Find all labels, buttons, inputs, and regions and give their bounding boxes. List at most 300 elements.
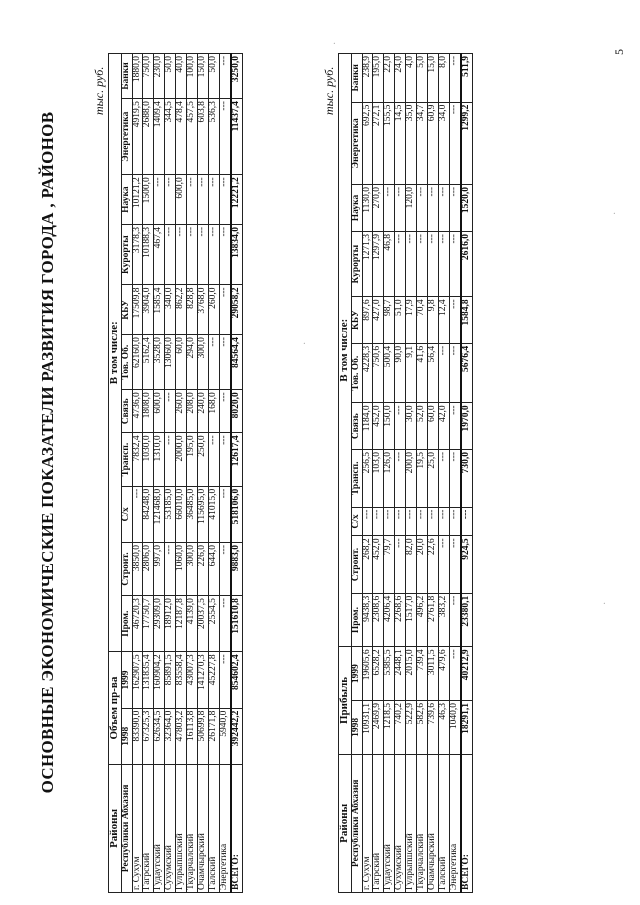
value-cell: 3011,5 <box>428 647 439 701</box>
value-cell: 478,4 <box>176 99 187 175</box>
value-cell: 522,9 <box>406 700 417 754</box>
value-cell: 2469,9 <box>373 700 384 754</box>
value-cell: 120,0 <box>406 184 417 231</box>
total-value-cell: 18291,1 <box>461 700 472 754</box>
value-cell: 8,0 <box>439 54 450 103</box>
value-cell: --- <box>428 184 439 231</box>
value-cell: 4206,4 <box>384 593 395 647</box>
table-row <box>406 54 417 893</box>
value-cell: 121468,0 <box>154 486 165 542</box>
value-cell: 300,0 <box>198 335 209 390</box>
total-value-cell: 854602,4 <box>231 652 242 708</box>
value-cell: --- <box>439 449 450 507</box>
column-header: Тов. Об. <box>351 343 362 403</box>
value-cell: 828,8 <box>187 285 198 335</box>
region-name-cell: Гагрский <box>373 754 384 892</box>
total-value-cell: 730,0 <box>461 449 472 507</box>
column-header: Тов. Об. <box>121 335 132 390</box>
value-cell: 20037,5 <box>198 596 209 652</box>
column-header: Наука <box>351 184 362 231</box>
value-cell: --- <box>450 647 461 701</box>
value-cell: 1409,4 <box>154 99 165 175</box>
total-value-cell: 1299,2 <box>461 102 472 184</box>
value-cell: --- <box>406 507 417 536</box>
value-cell: 35,0 <box>406 102 417 184</box>
value-cell: --- <box>132 486 143 542</box>
value-cell: 18912,0 <box>165 596 176 652</box>
value-cell: 168,0 <box>209 390 220 433</box>
total-label-cell: ВСЕГО: <box>461 754 472 892</box>
value-cell: --- <box>395 536 406 593</box>
value-cell: --- <box>220 390 231 433</box>
value-cell: 5,0 <box>417 54 428 103</box>
table-row <box>439 54 450 893</box>
value-cell: 5162,4 <box>143 335 154 390</box>
value-cell: 300,0 <box>187 542 198 595</box>
value-cell: 1808,0 <box>143 390 154 433</box>
value-cell: 62160,0 <box>132 335 143 390</box>
value-cell: --- <box>450 403 461 450</box>
value-cell: 15,0 <box>428 54 439 103</box>
column-header: Связь <box>351 403 362 450</box>
total-value-cell: 2616,0 <box>461 232 472 297</box>
column-header: Строит. <box>121 542 132 595</box>
value-cell: 29309,0 <box>154 596 165 652</box>
value-cell: 42,0 <box>439 403 450 450</box>
value-cell: 46,3 <box>439 700 450 754</box>
value-cell: 9,8 <box>428 297 439 344</box>
value-cell: --- <box>220 596 231 652</box>
region-name-cell: Очамчырский <box>198 764 209 892</box>
value-cell: --- <box>450 593 461 647</box>
total-value-cell: 518106,0 <box>231 486 242 542</box>
table-body <box>132 54 243 893</box>
value-cell: 50,0 <box>209 54 220 99</box>
value-cell: 56,4 <box>428 343 439 403</box>
value-cell: 496,2 <box>417 593 428 647</box>
value-cell: 452,0 <box>373 536 384 593</box>
column-header: КБУ <box>351 297 362 344</box>
total-value-cell: --- <box>461 507 472 536</box>
value-cell: 1500,0 <box>143 175 154 225</box>
value-cell: 260,0 <box>176 390 187 433</box>
region-name-cell: Гулрыпшский <box>176 764 187 892</box>
scan-speck: · <box>600 601 611 605</box>
value-cell: --- <box>439 343 450 403</box>
production-volume-table <box>108 53 243 893</box>
scan-speck: · <box>330 41 341 45</box>
total-row <box>461 54 472 893</box>
column-header: 1999 <box>121 652 132 708</box>
table-row <box>209 54 220 893</box>
value-cell: 256,5 <box>362 449 373 507</box>
value-cell: --- <box>209 433 220 486</box>
value-cell: --- <box>406 232 417 297</box>
header-regions: Районы <box>339 754 352 892</box>
region-name-cell: Очамчырский <box>428 754 439 892</box>
value-cell: 160904,2 <box>154 652 165 708</box>
scan-speck: · <box>300 341 311 345</box>
value-cell: 208,0 <box>187 390 198 433</box>
value-cell: 200,0 <box>406 449 417 507</box>
value-cell: --- <box>220 54 231 99</box>
region-name-cell: Сухумский <box>165 764 176 892</box>
table-row <box>176 54 187 893</box>
column-header: Строит. <box>351 536 362 593</box>
value-cell: --- <box>165 390 176 433</box>
column-header: КБУ <box>121 285 132 335</box>
value-cell: 457,5 <box>187 99 198 175</box>
value-cell: 53185,0 <box>165 486 176 542</box>
total-value-cell: 8020,0 <box>231 390 242 433</box>
total-value-cell: 84564,4 <box>231 335 242 390</box>
column-header: Трансп. <box>351 449 362 507</box>
total-value-cell: 5676,4 <box>461 343 472 403</box>
value-cell: --- <box>209 335 220 390</box>
value-cell: 5385,5 <box>384 647 395 701</box>
column-header: 1999 <box>351 647 362 701</box>
column-header: С/х <box>121 486 132 542</box>
value-cell: 19,5 <box>417 449 428 507</box>
value-cell: 1585,4 <box>154 285 165 335</box>
value-cell: 150,0 <box>198 54 209 99</box>
value-cell: --- <box>450 102 461 184</box>
value-cell: --- <box>428 507 439 536</box>
total-value-cell: 1584,8 <box>461 297 472 344</box>
value-cell: 13060,0 <box>165 335 176 390</box>
value-cell: 32364,0 <box>165 708 176 764</box>
table-row <box>187 54 198 893</box>
value-cell: 2448,1 <box>395 647 406 701</box>
total-value-cell: 9883,0 <box>231 542 242 595</box>
table-body <box>362 54 473 893</box>
value-cell: 40,0 <box>176 54 187 99</box>
value-cell: --- <box>384 184 395 231</box>
value-cell: --- <box>220 433 231 486</box>
region-name-cell: Гудаутский <box>154 764 165 892</box>
value-cell: 536,3 <box>209 99 220 175</box>
table-row <box>395 54 406 893</box>
header-including: В том числе: <box>109 54 122 652</box>
value-cell: 344,5 <box>165 99 176 175</box>
unit-label-profit: тыс. руб. <box>322 66 336 115</box>
value-cell: 83390,0 <box>132 708 143 764</box>
column-header: Курорты <box>121 224 132 285</box>
value-cell: 14,5 <box>395 102 406 184</box>
value-cell: 25,0 <box>428 449 439 507</box>
value-cell: 17509,8 <box>132 285 143 335</box>
column-header: Энергетика <box>121 99 132 175</box>
value-cell: --- <box>165 224 176 285</box>
value-cell: 1297,9 <box>373 232 384 297</box>
page-title: ОСНОВНЫЕ ЭКОНОМИЧЕСКИЕ ПОКАЗАТЕЛИ РАЗВИТИЯ ГОРОДА , РАЙОНОВ <box>38 111 57 794</box>
value-cell: 84248,0 <box>143 486 154 542</box>
value-cell: 4736,0 <box>132 390 143 433</box>
value-cell: --- <box>439 536 450 593</box>
column-header: Банки <box>121 54 132 99</box>
value-cell: 3850,0 <box>132 542 143 595</box>
profit-table <box>338 53 473 893</box>
value-cell: --- <box>220 224 231 285</box>
value-cell: 9438,3 <box>362 593 373 647</box>
value-cell: 3528,0 <box>154 335 165 390</box>
value-cell: 1040,0 <box>450 700 461 754</box>
value-cell: 90,0 <box>395 343 406 403</box>
column-header: Трансп. <box>121 433 132 486</box>
total-value-cell: 1520,0 <box>461 184 472 231</box>
value-cell: 115695,0 <box>198 486 209 542</box>
value-cell: --- <box>450 54 461 103</box>
value-cell: 272,1 <box>373 102 384 184</box>
value-cell: 50699,8 <box>198 708 209 764</box>
value-cell: 750,0 <box>143 54 154 99</box>
value-cell: 997,0 <box>154 542 165 595</box>
value-cell: --- <box>220 175 231 225</box>
value-cell: 51,0 <box>395 297 406 344</box>
value-cell: 103,0 <box>373 449 384 507</box>
value-cell: 12,4 <box>439 297 450 344</box>
header-profit-group: Прибыль <box>339 647 352 754</box>
value-cell: 83558,4 <box>176 652 187 708</box>
table-row <box>373 54 384 893</box>
value-cell: 2308,6 <box>373 593 384 647</box>
value-cell: 12187,8 <box>176 596 187 652</box>
total-value-cell: 23380,1 <box>461 593 472 647</box>
table-row <box>165 54 176 893</box>
scan-speck: · <box>610 211 621 215</box>
value-cell: 24,0 <box>395 54 406 103</box>
value-cell: 340,0 <box>165 285 176 335</box>
region-name-cell: Ткуарчалский <box>187 764 198 892</box>
value-cell: --- <box>220 285 231 335</box>
value-cell: --- <box>187 224 198 285</box>
value-cell: 98,7 <box>384 297 395 344</box>
value-cell: --- <box>176 224 187 285</box>
value-cell: 740,2 <box>395 700 406 754</box>
value-cell: 250,0 <box>198 433 209 486</box>
value-cell: --- <box>450 507 461 536</box>
value-cell: --- <box>450 343 461 403</box>
value-cell: --- <box>439 184 450 231</box>
value-cell: 2806,0 <box>143 542 154 595</box>
value-cell: 230,0 <box>154 54 165 99</box>
table-row <box>362 54 373 893</box>
header-republic: Республики Абхазия <box>121 764 132 892</box>
total-value-cell: 392442,2 <box>231 708 242 764</box>
value-cell: 260,0 <box>209 285 220 335</box>
total-value-cell: 151610,8 <box>231 596 242 652</box>
value-cell: --- <box>417 232 428 297</box>
value-cell: 600,0 <box>154 390 165 433</box>
value-cell: 603,8 <box>198 99 209 175</box>
unit-label-volume: тыс. руб. <box>92 66 106 115</box>
table-row <box>384 54 395 893</box>
column-header: Пром. <box>121 596 132 652</box>
column-header: Связь <box>121 390 132 433</box>
value-cell: 5940,0 <box>220 708 231 764</box>
value-cell: --- <box>165 175 176 225</box>
region-name-cell: Гудаутский <box>384 754 395 892</box>
value-cell: 268,2 <box>362 536 373 593</box>
value-cell: --- <box>220 99 231 175</box>
region-name-cell: Гулрыпшский <box>406 754 417 892</box>
value-cell: --- <box>373 507 384 536</box>
page-number: 5 <box>612 49 626 55</box>
value-cell: 226,0 <box>198 542 209 595</box>
value-cell: --- <box>220 652 231 708</box>
value-cell: 4919,5 <box>132 99 143 175</box>
value-cell: 22,0 <box>384 54 395 103</box>
value-cell: 3178,3 <box>132 224 143 285</box>
value-cell: --- <box>428 232 439 297</box>
region-name-cell: Сухумский <box>395 754 406 892</box>
value-cell: --- <box>198 224 209 285</box>
column-header-row <box>121 54 132 893</box>
value-cell: 2761,8 <box>428 593 439 647</box>
value-cell: 16113,8 <box>187 708 198 764</box>
column-header: 1998 <box>121 708 132 764</box>
value-cell: 85891,5 <box>165 652 176 708</box>
value-cell: 43007,3 <box>187 652 198 708</box>
value-cell: 41015,0 <box>209 486 220 542</box>
value-cell: 67325,3 <box>143 708 154 764</box>
column-header-row <box>351 54 362 893</box>
value-cell: 600,0 <box>176 175 187 225</box>
total-value-cell: 511,9 <box>461 54 472 103</box>
value-cell: --- <box>450 536 461 593</box>
value-cell: 22,6 <box>428 536 439 593</box>
value-cell: --- <box>220 486 231 542</box>
value-cell: --- <box>439 232 450 297</box>
value-cell: --- <box>439 507 450 536</box>
value-cell: --- <box>450 297 461 344</box>
value-cell: 1310,0 <box>154 433 165 486</box>
total-value-cell: 12617,4 <box>231 433 242 486</box>
value-cell: 70,4 <box>417 297 428 344</box>
value-cell: 17750,7 <box>143 596 154 652</box>
value-cell: --- <box>450 232 461 297</box>
value-cell: 427,0 <box>373 297 384 344</box>
column-header: Банки <box>351 54 362 103</box>
value-cell: 644,0 <box>209 542 220 595</box>
table-row <box>417 54 428 893</box>
value-cell: 60,9 <box>428 102 439 184</box>
value-cell: 46720,3 <box>132 596 143 652</box>
value-cell: 46,8 <box>384 232 395 297</box>
total-value-cell: 11437,4 <box>231 99 242 175</box>
value-cell: 41,6 <box>417 343 428 403</box>
value-cell: 131835,4 <box>143 652 154 708</box>
value-cell: 126,0 <box>384 449 395 507</box>
value-cell: 195,0 <box>187 433 198 486</box>
table-row <box>220 54 231 893</box>
value-cell: 1130,0 <box>362 184 373 231</box>
value-cell: 66010,0 <box>176 486 187 542</box>
value-cell: --- <box>165 433 176 486</box>
value-cell: 238,9 <box>362 54 373 103</box>
value-cell: 30,0 <box>406 403 417 450</box>
total-label-cell: ВСЕГО: <box>231 764 242 892</box>
table-row <box>143 54 154 893</box>
value-cell: 479,6 <box>439 647 450 701</box>
value-cell: 2268,6 <box>395 593 406 647</box>
value-cell: --- <box>165 542 176 595</box>
total-value-cell: 924,5 <box>461 536 472 593</box>
value-cell: 34,7 <box>417 102 428 184</box>
region-name-cell: Энергетика <box>220 764 231 892</box>
value-cell: 34,0 <box>439 102 450 184</box>
column-header: Пром. <box>351 593 362 647</box>
value-cell: 270,0 <box>373 184 384 231</box>
table-row <box>154 54 165 893</box>
total-value-cell: 29058,2 <box>231 285 242 335</box>
value-cell: 1218,5 <box>384 700 395 754</box>
value-cell: --- <box>395 449 406 507</box>
value-cell: 19605,6 <box>362 647 373 701</box>
column-header: Энергетика <box>351 102 362 184</box>
column-header: С/х <box>351 507 362 536</box>
value-cell: 10121,2 <box>132 175 143 225</box>
value-cell: --- <box>395 184 406 231</box>
header-regions: Районы <box>109 764 122 892</box>
column-header: Курорты <box>351 232 362 297</box>
value-cell: --- <box>220 335 231 390</box>
value-cell: 162907,5 <box>132 652 143 708</box>
value-cell: 82,0 <box>406 536 417 593</box>
value-cell: 195,0 <box>373 54 384 103</box>
value-cell: --- <box>450 449 461 507</box>
value-cell: 4228,3 <box>362 343 373 403</box>
value-cell: 452,0 <box>373 403 384 450</box>
value-cell: 897,6 <box>362 297 373 344</box>
value-cell: 6528,2 <box>373 647 384 701</box>
region-name-cell: г. Сухум <box>132 764 143 892</box>
value-cell: --- <box>417 184 428 231</box>
total-value-cell: 3250,0 <box>231 54 242 99</box>
region-name-cell: г. Сухум <box>362 754 373 892</box>
header-republic: Республики Абхазия <box>351 754 362 892</box>
table-row <box>428 54 439 893</box>
value-cell: 1517,0 <box>406 593 417 647</box>
value-cell: --- <box>198 175 209 225</box>
value-cell: --- <box>362 507 373 536</box>
column-header: Наука <box>121 175 132 225</box>
total-row <box>231 54 242 893</box>
value-cell: 1184,0 <box>362 403 373 450</box>
value-cell: 750,6 <box>373 343 384 403</box>
value-cell: 739,6 <box>428 700 439 754</box>
value-cell: 26171,8 <box>209 708 220 764</box>
value-cell: --- <box>395 507 406 536</box>
value-cell: 383,2 <box>439 593 450 647</box>
value-cell: 150,0 <box>384 403 395 450</box>
value-cell: 3904,0 <box>143 285 154 335</box>
total-value-cell: 1970,0 <box>461 403 472 450</box>
total-value-cell: 40212,9 <box>461 647 472 701</box>
value-cell: 17,9 <box>406 297 417 344</box>
value-cell: 50,0 <box>165 54 176 99</box>
value-cell: 2015,0 <box>406 647 417 701</box>
total-value-cell: 12221,2 <box>231 175 242 225</box>
value-cell: 36485,0 <box>187 486 198 542</box>
value-cell: 3768,0 <box>198 285 209 335</box>
table-row <box>132 54 143 893</box>
header-including: В том числе: <box>339 54 352 647</box>
header-volume-group: Объем пр-ва <box>109 652 122 765</box>
value-cell: 10931,1 <box>362 700 373 754</box>
value-cell: --- <box>384 507 395 536</box>
value-cell: 862,2 <box>176 285 187 335</box>
